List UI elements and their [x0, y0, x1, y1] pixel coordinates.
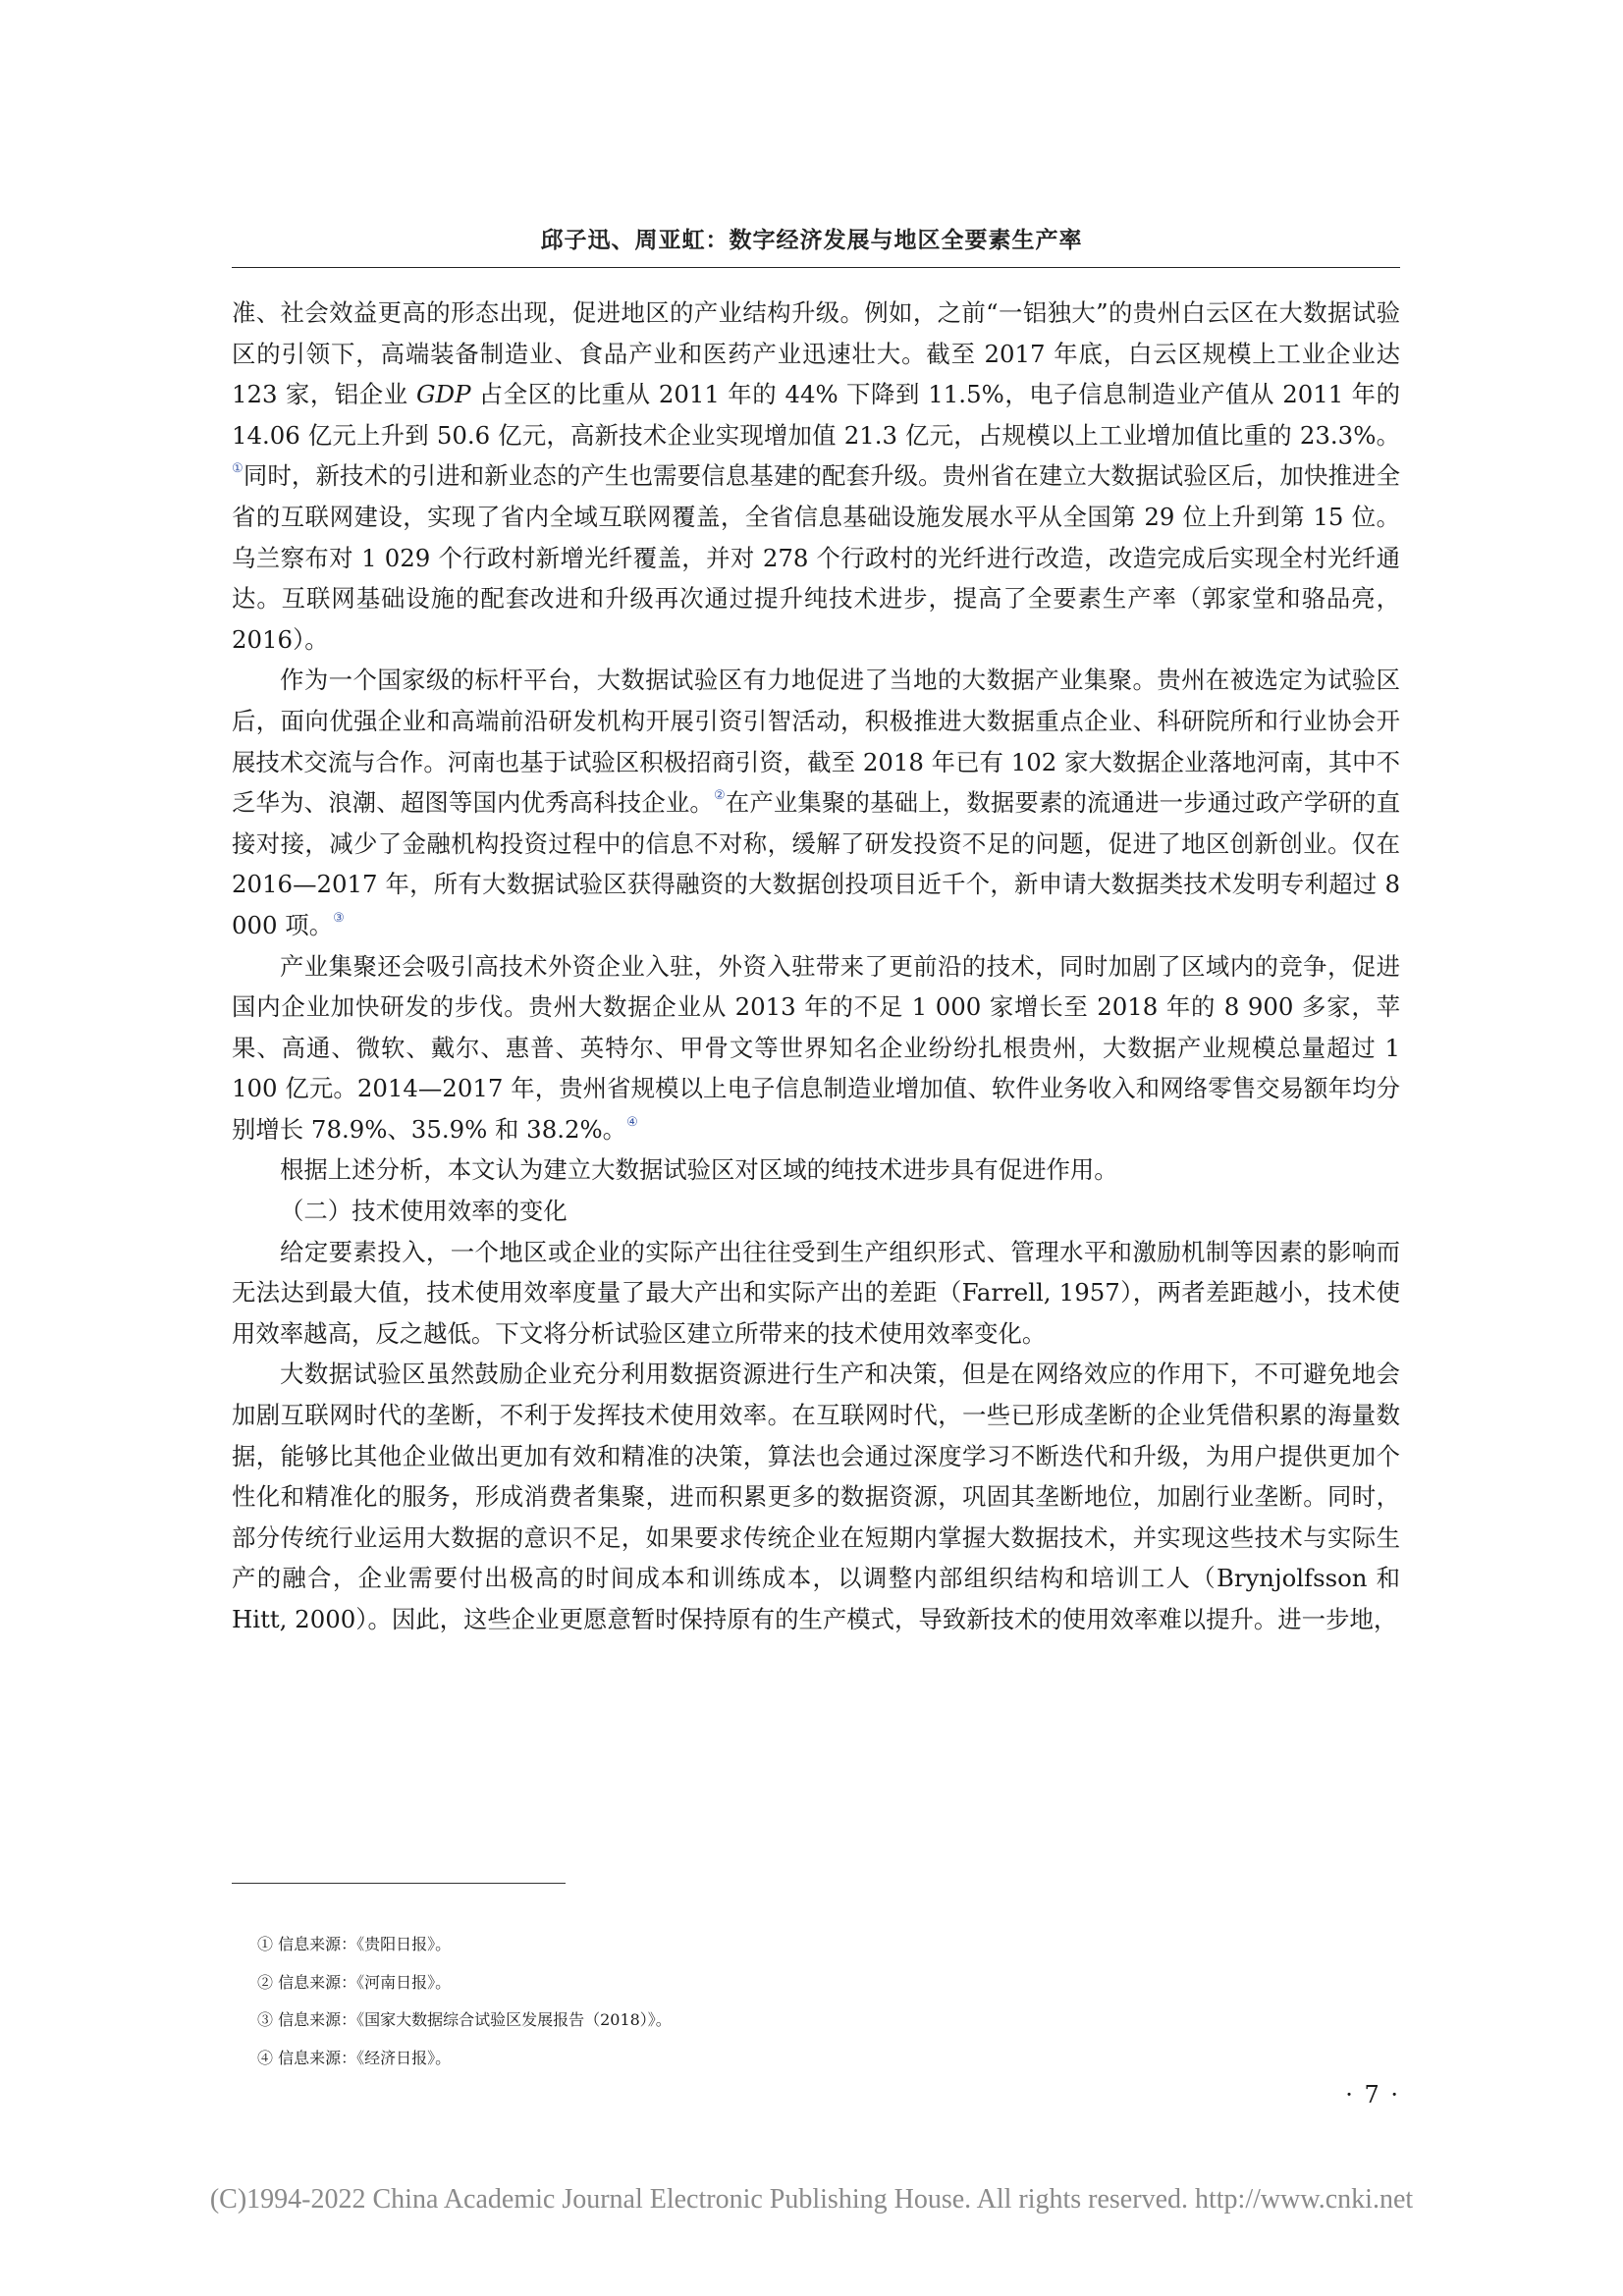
footnote-3: ③ 信息来源：《国家大数据综合试验区发展报告（2018）》。 [257, 2010, 672, 2029]
paragraph-4: 根据上述分析，本文认为建立大数据试验区对区域的纯技术进步具有促进作用。 [280, 1155, 1118, 1185]
paragraph-3-text: 产业集聚还会吸引高技术外资企业入驻，外资入驻带来了更前沿的技术，同时加剧了区域内的竞争，促进国内企业加快研发的步伐。贵州大数据企业从 2013 年的不足 1 000 家增长至 2018 年的 8 900 多家，苹果、高通、微软、戴尔、惠普、英特尔、甲骨文等世界知名企业纷纷扎根贵州，大数据产业规模总量超过 1 100 亿元。2014—2017 年，贵州省规模以上电子信息制造业增加值、软件业务收入和网络零售交易额年均分别增长 78.9%、35.9% 和 38.2%。 [232, 951, 1400, 1144]
footnote-ref-3[interactable]: ③ [333, 910, 345, 926]
paragraph-1-text-b: 占全区的比重从 2011 年的 44% 下降到 11.5%，电子信息制造业产值从 2011 年的 14.06 亿元上升到 50.6 亿元，高新技术企业实现增加值 21.3 亿元，占规模以上工业增加值比重的 23.3%。 [232, 380, 1401, 450]
footnotes [257, 1926, 1337, 2077]
footnote-rule [232, 1883, 566, 1884]
footnote-ref-1[interactable]: ① [232, 461, 243, 477]
main-text [232, 293, 1400, 1640]
paragraph-2-text-a: 作为一个国家级的标杆平台，大数据试验区有力地促进了当地的大数据产业集聚。贵州在被选定为试验区后，面向优强企业和高端前沿研发机构开展引资引智活动，积极推进大数据重点企业、科研院所和行业协会开展技术交流与合作。河南也基于试验区积极招商引资，截至 2018 年已有 102 家大数据企业落地河南，其中不乏华为、浪潮、超图等国内优秀高科技企业。 [232, 666, 1400, 818]
paragraph-1 [232, 293, 1400, 660]
copyright-watermark: (C)1994-2022 China Academic Journal Electronic Publishing House. All rights reserved. http://www.cnki.net [209, 2184, 1414, 2215]
section-heading: （二）技术使用效率的变化 [280, 1197, 568, 1226]
footnote-ref-4[interactable]: ④ [626, 1114, 638, 1130]
gdp-term: GDP [416, 380, 471, 409]
paragraph-1-text-c: 同时，新技术的引进和新业态的产生也需要信息基建的配套升级。贵州省在建立大数据试验区后，加快推进全省的互联网建设，实现了省内全域互联网覆盖，全省信息基础设施发展水平从全国第 29 位上升到第 15 位。乌兰察布对 1 029 个行政村新增光纤覆盖，并对 278 个行政村的光纤进行改造，改造完成后实现全村光纤通达。互联网基础设施的配套改进和升级再次通过提升纯技术进步，提高了全要素生产率（郭家堂和骆品亮，2016）。 [232, 461, 1400, 654]
footnote-4: ④ 信息来源：《经济日报》。 [257, 2048, 452, 2067]
running-header: 邱子迅、周亚虹：数字经济发展与地区全要素生产率 [540, 228, 1083, 253]
footnote-ref-2[interactable]: ② [713, 788, 726, 804]
header-rule [232, 267, 1400, 268]
page-number: · 7 · [1345, 2081, 1400, 2109]
paragraph-5: 给定要素投入，一个地区或企业的实际产出往往受到生产组织形式、管理水平和激励机制等因素的影响而无法达到最大值，技术使用效率度量了最大产出和实际产出的差距（Farrell, 1957），两者差距越小，技术使用效率越高，反之越低。下文将分析试验区建立所带来的技术使用效率变化。 [232, 1237, 1400, 1348]
footnote-2: ② 信息来源：《河南日报》。 [257, 1972, 452, 1992]
paragraph-2-text-b: 在产业集聚的基础上，数据要素的流通进一步通过政产学研的直接对接，减少了金融机构投资过程中的信息不对称，缓解了研发投资不足的问题，促进了地区创新创业。仅在 2016—2017 年，所有大数据试验区获得融资的大数据创投项目近千个，新申请大数据类技术发明专利超过 8 000 项。 [232, 788, 1400, 939]
paragraph-1-text-a: 准、社会效益更高的形态出现，促进地区的产业结构升级。例如，之前“一铝独大”的贵州白云区在大数据试验区的引领下，高端装备制造业、食品产业和医药产业迅速壮大。截至 2017 年底，白云区规模上工业企业达 123 家，铝企业 [232, 298, 1400, 409]
paragraph-2 [232, 660, 1400, 945]
paragraph-3 [232, 946, 1400, 1150]
paragraph-6: 大数据试验区虽然鼓励企业充分利用数据资源进行生产和决策，但是在网络效应的作用下，不可避免地会加剧互联网时代的垄断，不利于发挥技术使用效率。在互联网时代，一些已形成垄断的企业凭借积累的海量数据，能够比其他企业做出更加有效和精准的决策，算法也会通过深度学习不断迭代和升级，为用户提供更加个性化和精准化的服务，形成消费者集聚，进而积累更多的数据资源，巩固其垄断地位，加剧行业垄断。同时，部分传统行业运用大数据的意识不足，如果要求传统企业在短期内掌握大数据技术，并实现这些技术与实际生产的融合，企业需要付出极高的时间成本和训练成本，以调整内部组织结构和培训工人（Brynjolfsson 和 Hitt, 2000）。因此，这些企业更愿意暂时保持原有的生产模式，导致新技术的使用效率难以提升。进一步地， [232, 1360, 1400, 1633]
footnote-1: ① 信息来源：《贵阳日报》。 [257, 1935, 452, 1953]
